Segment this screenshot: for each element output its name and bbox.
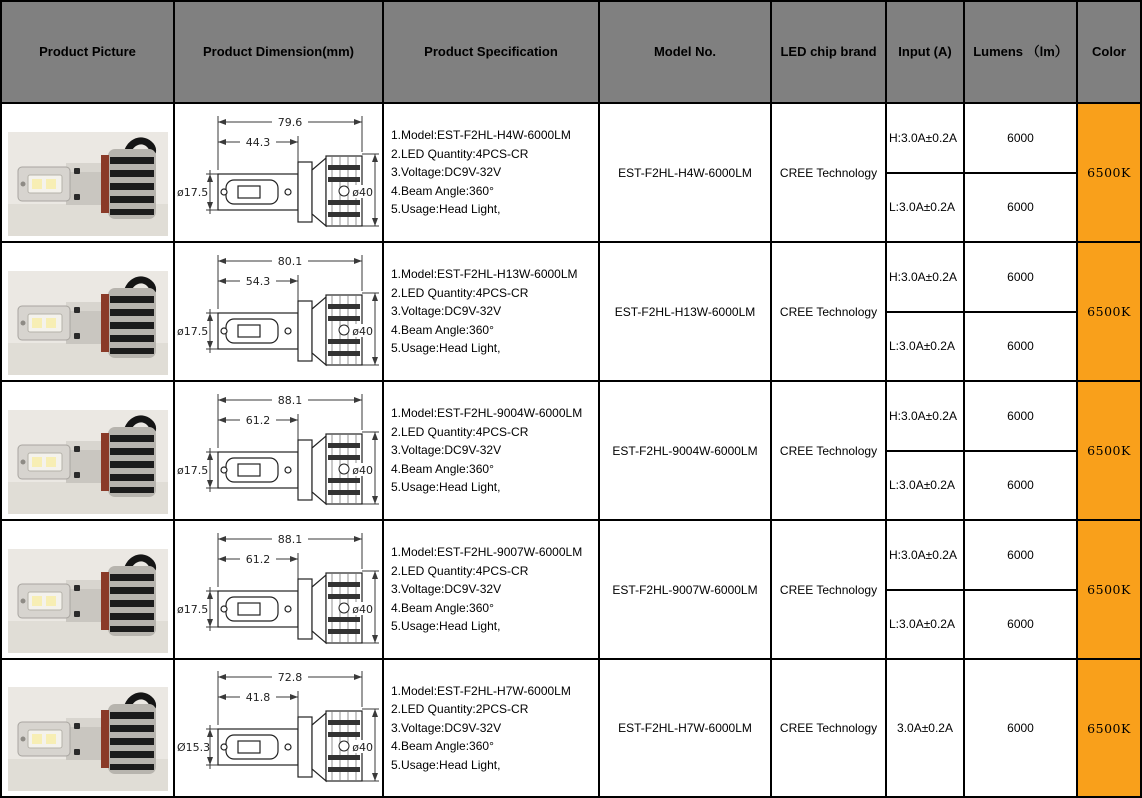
- lumens-value: 6000: [1007, 721, 1034, 735]
- product-specification-cell: [384, 521, 600, 660]
- dim-small-diameter-label: ø17.5: [177, 602, 209, 616]
- product-row: [2, 382, 1140, 521]
- header-cell-led-chip-brand: LED chip brand: [772, 2, 887, 104]
- input-cell: [887, 104, 965, 243]
- lumens-high-beam-value: 6000: [965, 104, 1076, 174]
- product-picture-cell: [2, 521, 175, 660]
- input-low-beam-value: L:3.0A±0.2A: [889, 617, 955, 632]
- spec-line-beam: 4.Beam Angle:360°: [391, 322, 494, 337]
- lumens-cell: [965, 660, 1078, 796]
- spec-line-model: 1.Model:EST-F2HL-H4W-6000LM: [391, 128, 571, 143]
- input-cell: [887, 521, 965, 660]
- dimension-drawing-cell: [175, 243, 384, 382]
- dim-body-label: 61.2: [245, 413, 271, 427]
- spec-line-usage: 5.Usage:Head Light,: [391, 619, 501, 634]
- dim-large-diameter-label: ø40: [352, 324, 373, 338]
- dimension-drawing-cell: [175, 660, 384, 796]
- dimension-diagram: [176, 247, 381, 377]
- model-no-cell: EST-F2HL-H4W-6000LM: [600, 104, 772, 243]
- led-bulb-photo: [8, 132, 168, 236]
- dim-small-diameter-label: ø17.5: [177, 463, 209, 477]
- input-high-beam-value: H:3.0A±0.2A: [887, 104, 963, 174]
- color-temperature-cell: 6500K: [1078, 521, 1140, 660]
- dim-large-diameter-label: ø40: [352, 602, 373, 616]
- lumens-cell: [965, 382, 1078, 521]
- spec-line-model: 1.Model:EST-F2HL-H13W-6000LM: [391, 267, 578, 282]
- led-bulb-photo: [8, 271, 168, 375]
- input-high-beam-value: H:3.0A±0.2A: [887, 521, 963, 591]
- color-temperature-cell: 6500K: [1078, 243, 1140, 382]
- header-cell-product-specification: Product Specification: [384, 2, 600, 104]
- spec-line-quantity: 2.LED Quantity:4PCS-CR: [391, 563, 529, 578]
- led-bulb-photo: [8, 549, 168, 653]
- product-row: [2, 660, 1140, 796]
- spec-line-usage: 5.Usage:Head Light,: [391, 341, 501, 356]
- input-cell: [887, 660, 965, 796]
- spec-line-quantity: 2.LED Quantity:4PCS-CR: [391, 285, 529, 300]
- dim-small-diameter-label: ø17.5: [177, 185, 209, 199]
- input-high-beam-value: H:3.0A±0.2A: [887, 243, 963, 313]
- color-temperature-cell: 6500K: [1078, 660, 1140, 796]
- input-low-beam-value: L:3.0A±0.2A: [889, 339, 955, 354]
- spec-line-voltage: 3.Voltage:DC9V-32V: [391, 443, 502, 458]
- dimension-diagram: [176, 386, 381, 516]
- spec-line-beam: 4.Beam Angle:360°: [391, 739, 494, 754]
- lumens-low-beam-value: 6000: [1007, 478, 1034, 493]
- header-cell-lumens: Lumens （lm）: [965, 2, 1078, 104]
- chip-brand-cell: CREE Technology: [772, 660, 887, 796]
- dim-total-label: 88.1: [277, 393, 303, 407]
- dimension-diagram: [176, 663, 381, 793]
- spec-line-beam: 4.Beam Angle:360°: [391, 600, 494, 615]
- product-picture-cell: [2, 243, 175, 382]
- dimension-drawing-cell: [175, 521, 384, 660]
- header-cell-color: Color: [1078, 2, 1140, 104]
- dim-small-diameter-label: Ø15.3: [177, 741, 211, 754]
- header-cell-product-picture: Product Picture: [2, 2, 175, 104]
- spec-line-usage: 5.Usage:Head Light,: [391, 480, 501, 495]
- dim-body-label: 44.3: [245, 135, 271, 149]
- dim-large-diameter-label: ø40: [352, 463, 373, 477]
- color-temperature-cell: 6500K: [1078, 382, 1140, 521]
- spec-line-voltage: 3.Voltage:DC9V-32V: [391, 582, 502, 597]
- lumens-cell: [965, 521, 1078, 660]
- dim-large-diameter-label: ø40: [352, 185, 373, 199]
- dimension-drawing-cell: [175, 104, 384, 243]
- chip-brand-cell: CREE Technology: [772, 243, 887, 382]
- lumens-high-beam-value: 6000: [965, 521, 1076, 591]
- input-cell: [887, 382, 965, 521]
- lumens-high-beam-value: 6000: [965, 382, 1076, 452]
- dim-total-label: 80.1: [277, 254, 303, 268]
- led-bulb-photo: [8, 410, 168, 514]
- header-cell-model-no: Model No.: [600, 2, 772, 104]
- product-picture-cell: [2, 660, 175, 796]
- spec-line-voltage: 3.Voltage:DC9V-32V: [391, 165, 502, 180]
- dimension-drawing-cell: [175, 382, 384, 521]
- dim-body-label: 61.2: [245, 552, 271, 566]
- spec-line-voltage: 3.Voltage:DC9V-32V: [391, 720, 502, 735]
- dim-total-label: 88.1: [277, 532, 303, 546]
- dimension-diagram: [176, 108, 381, 238]
- product-row: [2, 521, 1140, 660]
- spec-line-model: 1.Model:EST-F2HL-9004W-6000LM: [391, 406, 583, 421]
- header-cell-product-dimension: Product Dimension(mm): [175, 2, 384, 104]
- input-high-beam-value: H:3.0A±0.2A: [887, 382, 963, 452]
- product-specification-cell: [384, 243, 600, 382]
- dim-large-diameter-label: ø40: [352, 741, 373, 754]
- spec-line-quantity: 2.LED Quantity:2PCS-CR: [391, 702, 529, 717]
- model-no-cell: EST-F2HL-9007W-6000LM: [600, 521, 772, 660]
- spec-line-model: 1.Model:EST-F2HL-9007W-6000LM: [391, 545, 583, 560]
- color-temperature-cell: 6500K: [1078, 104, 1140, 243]
- chip-brand-cell: CREE Technology: [772, 104, 887, 243]
- spec-line-beam: 4.Beam Angle:360°: [391, 183, 494, 198]
- chip-brand-cell: CREE Technology: [772, 521, 887, 660]
- spec-line-quantity: 2.LED Quantity:4PCS-CR: [391, 146, 529, 161]
- dim-total-label: 72.8: [277, 671, 303, 684]
- input-cell: [887, 243, 965, 382]
- product-specification-cell: [384, 104, 600, 243]
- header-cell-input: Input (A): [887, 2, 965, 104]
- lumens-low-beam-value: 6000: [1007, 200, 1034, 215]
- table-body: [2, 104, 1140, 796]
- model-no-cell: EST-F2HL-9004W-6000LM: [600, 382, 772, 521]
- input-value: 3.0A±0.2A: [897, 721, 953, 735]
- lumens-cell: [965, 104, 1078, 243]
- input-low-beam-value: L:3.0A±0.2A: [889, 200, 955, 215]
- chip-brand-cell: CREE Technology: [772, 382, 887, 521]
- table-header: [2, 2, 1140, 104]
- dim-body-label: 41.8: [245, 691, 271, 704]
- model-no-cell: EST-F2HL-H13W-6000LM: [600, 243, 772, 382]
- lumens-low-beam-value: 6000: [1007, 339, 1034, 354]
- product-specification-cell: [384, 660, 600, 796]
- lumens-low-beam-value: 6000: [1007, 617, 1034, 632]
- spec-line-model: 1.Model:EST-F2HL-H7W-6000LM: [391, 683, 571, 698]
- input-low-beam-value: L:3.0A±0.2A: [889, 478, 955, 493]
- dim-small-diameter-label: ø17.5: [177, 324, 209, 338]
- dim-total-label: 79.6: [277, 115, 303, 129]
- spec-line-voltage: 3.Voltage:DC9V-32V: [391, 304, 502, 319]
- product-row: [2, 243, 1140, 382]
- dimension-diagram: [176, 525, 381, 655]
- lumens-high-beam-value: 6000: [965, 243, 1076, 313]
- product-picture-cell: [2, 382, 175, 521]
- spec-line-quantity: 2.LED Quantity:4PCS-CR: [391, 424, 529, 439]
- dim-body-label: 54.3: [245, 274, 271, 288]
- model-no-cell: EST-F2HL-H7W-6000LM: [600, 660, 772, 796]
- product-specification-cell: [384, 382, 600, 521]
- product-picture-cell: [2, 104, 175, 243]
- led-bulb-photo: [8, 687, 168, 791]
- product-row: [2, 104, 1140, 243]
- spec-line-usage: 5.Usage:Head Light,: [391, 757, 501, 772]
- lumens-cell: [965, 243, 1078, 382]
- spec-line-usage: 5.Usage:Head Light,: [391, 202, 501, 217]
- spec-line-beam: 4.Beam Angle:360°: [391, 461, 494, 476]
